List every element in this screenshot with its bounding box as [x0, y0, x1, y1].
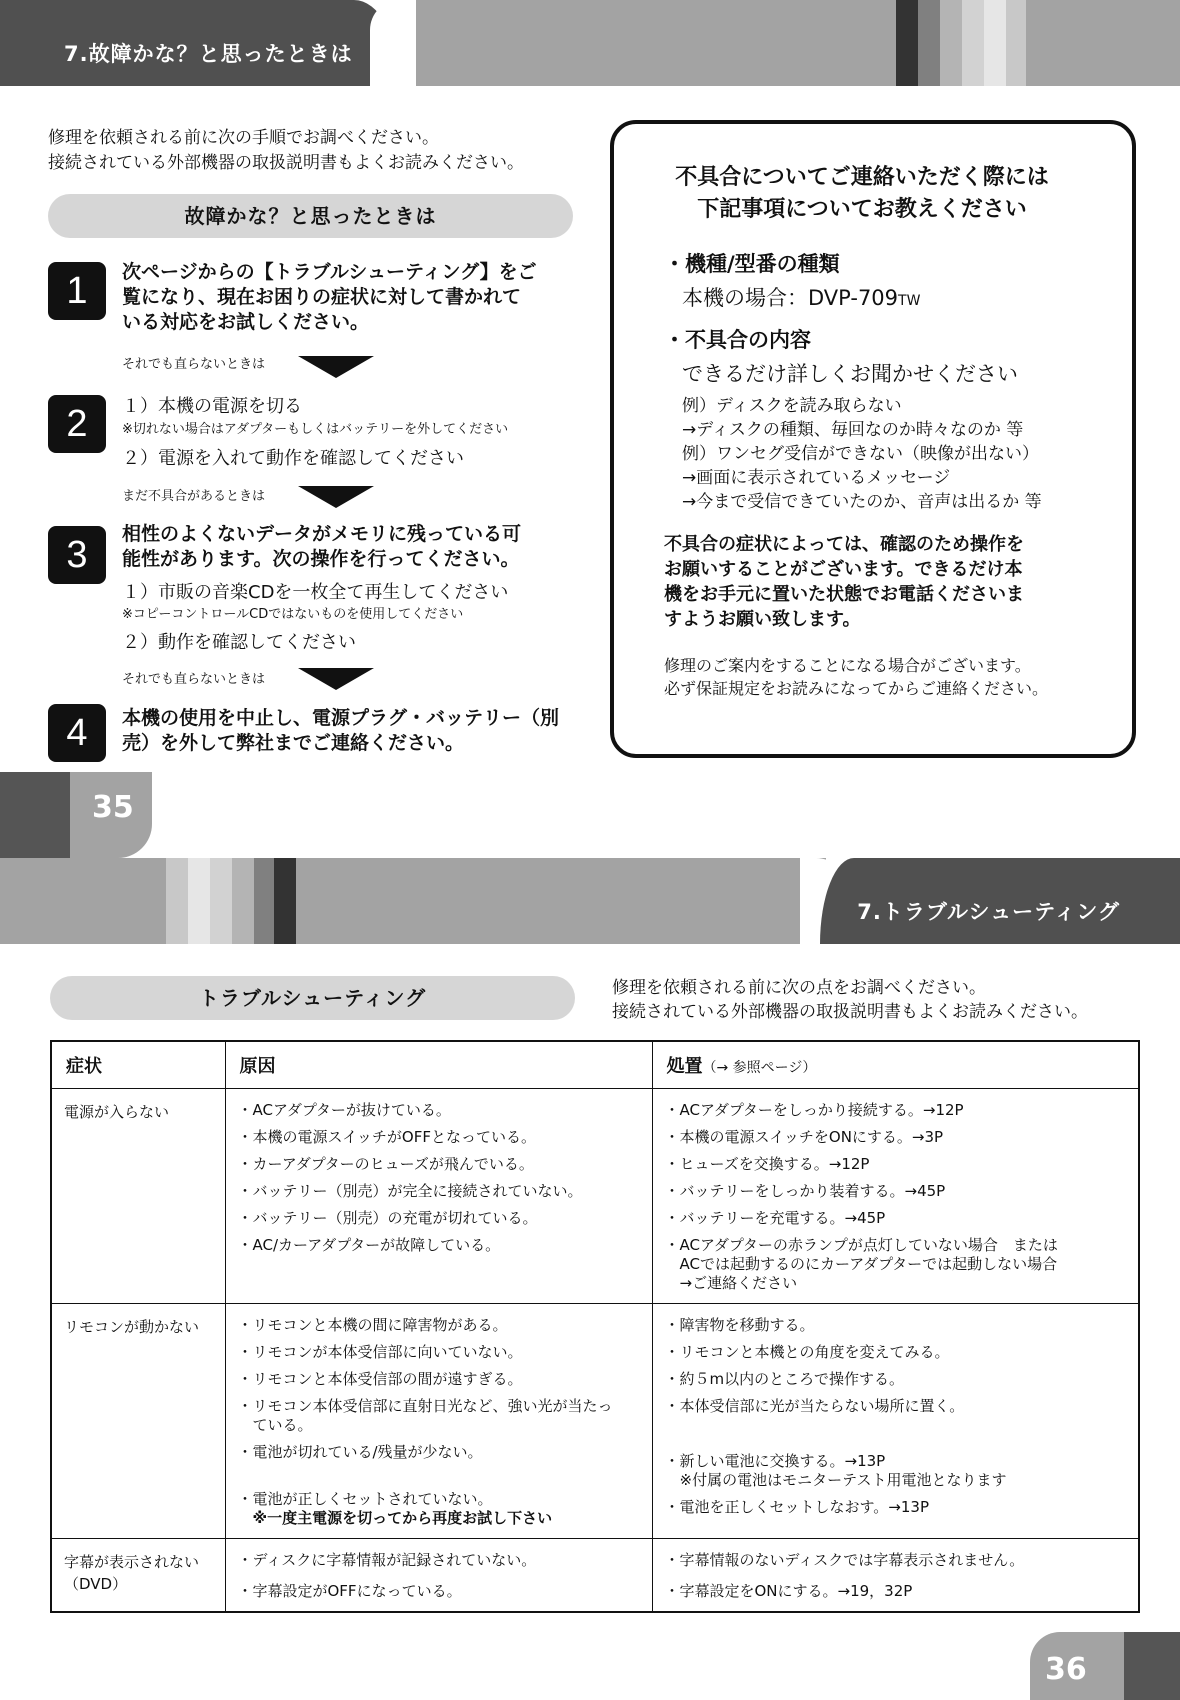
remedy-cell [652, 1539, 1139, 1613]
remedy-item: ・ヒューズを交換する。→12P [664, 1155, 870, 1173]
text-line: 本機の使用を中止し、電源プラグ・バッテリー（別 [122, 707, 560, 729]
text-line: 下記事項についてお教えください [697, 197, 1027, 222]
text-line: 修理のご案内をすることになる場合がございます。 [664, 656, 1031, 675]
remedy-cell [652, 1089, 1139, 1304]
page-title: 7.故障かな？と思ったときは [64, 42, 353, 66]
contact-warning [664, 532, 1104, 632]
example-line: 例）ワンセグ受信ができない（映像が出ない） [682, 444, 1039, 464]
header-stripe [274, 858, 296, 944]
intro-text [612, 976, 1088, 1024]
step-number-3: 3 [48, 526, 106, 584]
text-line: 能性があります。次の操作を行ってください。 [122, 548, 520, 570]
page-title: 7.トラブルシューティング [857, 900, 1120, 924]
remedy-item: ・バッテリーを充電する。→45P [664, 1209, 886, 1227]
table-header-row [51, 1041, 1139, 1089]
text-line: 必ず保証規定をお読みになってからご連絡ください。 [664, 679, 1049, 698]
intro-line: 接続されている外部機器の取扱説明書もよくお読みください。 [612, 1002, 1088, 1022]
cause-note: ※一度主電源を切ってから再度お試し下さい [237, 1509, 553, 1527]
text-line: 相性のよくないデータがメモリに残っている可 [122, 523, 522, 545]
remedy-item: ・障害物を移動する。 [664, 1316, 815, 1334]
model-label: ・機種/型番の種類 [664, 252, 840, 276]
header-stripe [188, 858, 210, 944]
remedy-item: ・新しい電池に交換する。→13P ※付属の電池はモニターテスト用電池となります [664, 1452, 1007, 1489]
header-cause: 原因 [225, 1041, 652, 1089]
model-value-text: 本機の場合：DVP-709 [682, 286, 899, 310]
section-heading: トラブルシューティング [50, 976, 575, 1020]
page-number: 35 [70, 772, 152, 858]
troubleshooting-table [50, 1040, 1140, 1613]
remedy-item: ・本機の電源スイッチをONにする。→3P [664, 1128, 944, 1146]
cause-cell [225, 1089, 652, 1304]
header-stripe [210, 858, 232, 944]
remedy-item: ・リモコンと本機との角度を変えてみる。 [664, 1343, 950, 1361]
remedy-item: ・電池を正しくセットしなおす。→13P [664, 1498, 930, 1516]
remedy-item: ・ACアダプターをしっかり接続する。→12P [664, 1101, 964, 1119]
intro-line: 修理を依頼される前に次の点をお調べください。 [612, 978, 986, 998]
remedy-item: ・本体受信部に光が当たらない場所に置く。 [664, 1397, 965, 1415]
text-line: 次ページからの【トラブルシューティング】をご [122, 261, 537, 283]
step-1-text [122, 260, 582, 335]
example-line: →今まで受信できていたのか、音声は出るか 等 [682, 492, 1042, 512]
text-line: いる対応をお試しください。 [122, 311, 370, 333]
condition-label: それでも直らないときは [122, 672, 266, 687]
table-row [51, 1539, 1139, 1613]
example-line: →ディスクの種類、毎回なのか時々なのか 等 [682, 420, 1024, 440]
symptom-text: 字幕が表示されない [64, 1553, 200, 1571]
model-value [682, 282, 920, 312]
cause-item: ・ディスクに字幕情報が記録されていない。 [237, 1551, 537, 1569]
issue-label: ・不具合の内容 [664, 328, 811, 352]
cause-item: ・AC/カーアダプターが故障している。 [237, 1236, 501, 1254]
remedy-cell [652, 1304, 1139, 1539]
down-arrow-icon [298, 356, 374, 378]
text-line: お願いすることがございます。できるだけ本 [664, 559, 1023, 580]
step-number-1: 1 [48, 262, 106, 320]
cause-item: ・リモコンと本体受信部の間が遠すぎる。 [237, 1370, 523, 1388]
step-number-4: 4 [48, 704, 106, 762]
header-stripe [962, 0, 984, 86]
cause-item: ・リモコン本体受信部に直射日光など、強い光が当たっ ている。 [237, 1397, 613, 1434]
header-stripe [254, 858, 274, 944]
text-line: すようお願い致します。 [664, 609, 861, 630]
header-remedy [652, 1041, 1139, 1089]
cause-item: ・電池が切れている/残量が少ない。 [237, 1443, 483, 1461]
step-number-2: 2 [48, 395, 106, 453]
step-4-text [122, 706, 582, 756]
footer-band [0, 772, 70, 858]
cause-item: ・バッテリー（別売）が完全に接続されていない。 [237, 1182, 583, 1200]
cause-item: ・本機の電源スイッチがOFFとなっている。 [237, 1128, 536, 1146]
remedy-item: ・字幕情報のないディスクでは字幕表示されません。 [664, 1551, 1025, 1569]
text-line: 不具合の症状によっては、確認のため操作を [664, 534, 1024, 555]
header-band-light [296, 858, 826, 944]
remedy-item: ・字幕設定をONにする。→19，32P [664, 1582, 913, 1600]
header-remedy-label: 処置 [666, 1056, 703, 1077]
example-line: 例）ディスクを読み取らない [682, 396, 902, 416]
header-band-light [416, 0, 896, 86]
step-3-note: ※コピーコントロールCDではないものを使用してください [122, 607, 464, 622]
header-stripe [166, 858, 188, 944]
header-remedy-note: （→ 参照ページ） [702, 1060, 817, 1076]
contact-box-heading [662, 162, 1062, 226]
header-stripe [918, 0, 940, 86]
text-line: 機をお手元に置いた状態でお電話くださいま [664, 584, 1024, 605]
step-2-line-2: ２）電源を入れて動作を確認してください [122, 448, 464, 469]
condition-label: まだ不具合があるときは [122, 489, 266, 504]
table-row [51, 1089, 1139, 1304]
page35-header [0, 0, 1180, 86]
symptom-text: リモコンが動かない [64, 1318, 200, 1336]
example-line: →画面に表示されているメッセージ [682, 468, 951, 488]
remedy-item: ・ACアダプターの赤ランプが点灯していない場合 または ACでは起動するのにカーアダプターでは起動しない場合 →ご連絡ください [664, 1236, 1058, 1292]
step-2-note: ※切れない場合はアダプターもしくはバッテリーを外してください [122, 422, 509, 437]
step-2-line-1: １）本機の電源を切る [122, 396, 302, 417]
symptom-cell [51, 1539, 225, 1613]
header-stripe [1006, 0, 1026, 86]
cause-item: ・カーアダプターのヒューズが飛んでいる。 [237, 1155, 534, 1173]
down-arrow-icon [298, 668, 374, 690]
header-stripe [232, 858, 254, 944]
cause-item: ・リモコンが本体受信部に向いていない。 [237, 1343, 523, 1361]
header-band-light [0, 858, 166, 944]
page-number: 36 [1045, 1652, 1087, 1687]
header-stripe [1026, 0, 1180, 86]
down-arrow-icon [298, 486, 374, 508]
model-suffix: TW [898, 293, 921, 309]
cause-cell [225, 1539, 652, 1613]
step-3-line-1: １）市販の音楽CDを一枚全て再生してください [122, 582, 509, 603]
footer-band [1124, 1632, 1180, 1700]
symptom-cell [51, 1304, 225, 1539]
issue-value: できるだけ詳しくお聞かせください [682, 362, 1018, 386]
text-line: 覧になり、現在お困りの症状に対して書かれて [122, 286, 522, 308]
condition-label: それでも直らないときは [122, 357, 266, 372]
cause-item: ・字幕設定がOFFになっている。 [237, 1582, 462, 1600]
intro-text [48, 126, 524, 176]
intro-line: 接続されている外部機器の取扱説明書もよくお読みください。 [48, 153, 524, 173]
intro-line: 修理を依頼される前に次の手順でお調べください。 [48, 128, 439, 148]
remedy-item: ・約５m以内のところで操作する。 [664, 1370, 904, 1388]
step-3-line-2: ２）動作を確認してください [122, 632, 356, 653]
header-stripe [896, 0, 918, 86]
step-3-text [122, 522, 582, 572]
text-line: 不具合についてご連絡いただく際には [675, 165, 1049, 190]
header-symptom: 症状 [51, 1041, 225, 1089]
header-stripe [940, 0, 962, 86]
symptom-text: （DVD） [64, 1575, 128, 1593]
remedy-item: ・バッテリーをしっかり装着する。→45P [664, 1182, 946, 1200]
cause-item: ・バッテリー（別売）の充電が切れている。 [237, 1209, 538, 1227]
cause-cell [225, 1304, 652, 1539]
contact-footer [664, 654, 1048, 700]
section-heading: 故障かな？と思ったときは [48, 194, 573, 238]
examples-list [682, 394, 1042, 514]
cause-item: ・ACアダプターが抜けている。 [237, 1101, 451, 1119]
cause-item: ・リモコンと本機の間に障害物がある。 [237, 1316, 508, 1334]
text-line: 売）を外して弊社までご連絡ください。 [122, 732, 465, 754]
header-gap [370, 0, 416, 86]
page36-header [0, 858, 1180, 944]
symptom-text: 電源が入らない [64, 1103, 170, 1121]
table-row [51, 1304, 1139, 1539]
symptom-cell [51, 1089, 225, 1304]
header-stripe [984, 0, 1006, 86]
cause-item: ・電池が正しくセットされていない。 [237, 1490, 493, 1508]
contact-info-box [610, 120, 1136, 758]
